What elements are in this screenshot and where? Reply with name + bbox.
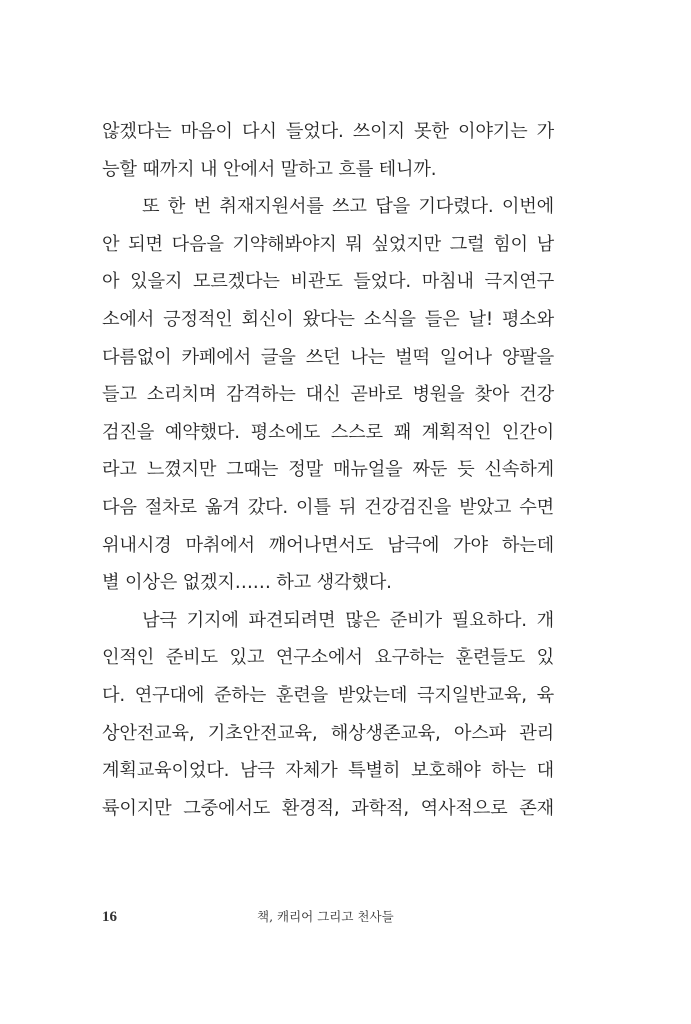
text-line: 또 한 번 취재지원서를 쓰고 답을 기다렸다. 이번에 xyxy=(142,196,554,218)
text-line: 상안전교육, 기초안전교육, 해상생존교육, 아스파 관리 xyxy=(102,722,554,744)
text-line: 계획교육이었다. 남극 자체가 특별히 보호해야 하는 대 xyxy=(102,760,554,782)
text-line: 않겠다는 마음이 다시 들었다. 쓰이지 못한 이야기는 가 xyxy=(102,121,554,142)
text-line: 륙이지만 그중에서도 환경적, 과학적, 역사적으로 존재 xyxy=(102,797,554,819)
text-line: 능할 때까지 내 안에서 말하고 흐를 테니까. xyxy=(102,158,437,180)
text-line: 남극 기지에 파견되려면 많은 준비가 필요하다. 개 xyxy=(142,609,554,631)
text-line: 다음 절차로 옮겨 갔다. 이틀 뒤 건강검진을 받았고 수면 xyxy=(102,496,554,518)
text-line: 소에서 긍정적인 회신이 왔다는 소식을 들은 날! 평소와 xyxy=(102,308,554,330)
running-title: 책, 캐리어 그리고 천사들 xyxy=(257,909,394,924)
text-line: 안 되면 다음을 기약해봐야지 뭐 싶었지만 그럴 힘이 남 xyxy=(102,233,554,255)
text-line: 다. 연구대에 준하는 훈련을 받았는데 극지일반교육, 육 xyxy=(102,684,554,706)
page-number: 16 xyxy=(102,909,117,925)
text-line: 별 이상은 없겠지…… 하고 생각했다. xyxy=(102,572,392,594)
text-line: 위내시경 마취에서 깨어나면서도 남극에 가야 하는데 xyxy=(102,534,554,556)
page-footer xyxy=(102,905,554,929)
body-text xyxy=(102,113,554,827)
text-line: 검진을 예약했다. 평소에도 스스로 꽤 계획적인 인간이 xyxy=(102,421,554,443)
text-line: 들고 소리치며 감격하는 대신 곧바로 병원을 찾아 건강 xyxy=(102,384,554,406)
text-line: 라고 느꼈지만 그때는 정말 매뉴얼을 짜둔 듯 신속하게 xyxy=(102,459,554,481)
text-line: 다름없이 카페에서 글을 쓰던 나는 벌떡 일어나 양팔을 xyxy=(102,346,554,368)
text-line: 인적인 준비도 있고 연구소에서 요구하는 훈련들도 있 xyxy=(102,647,554,669)
text-line: 아 있을지 모르겠다는 비관도 들었다. 마침내 극지연구 xyxy=(102,271,554,293)
